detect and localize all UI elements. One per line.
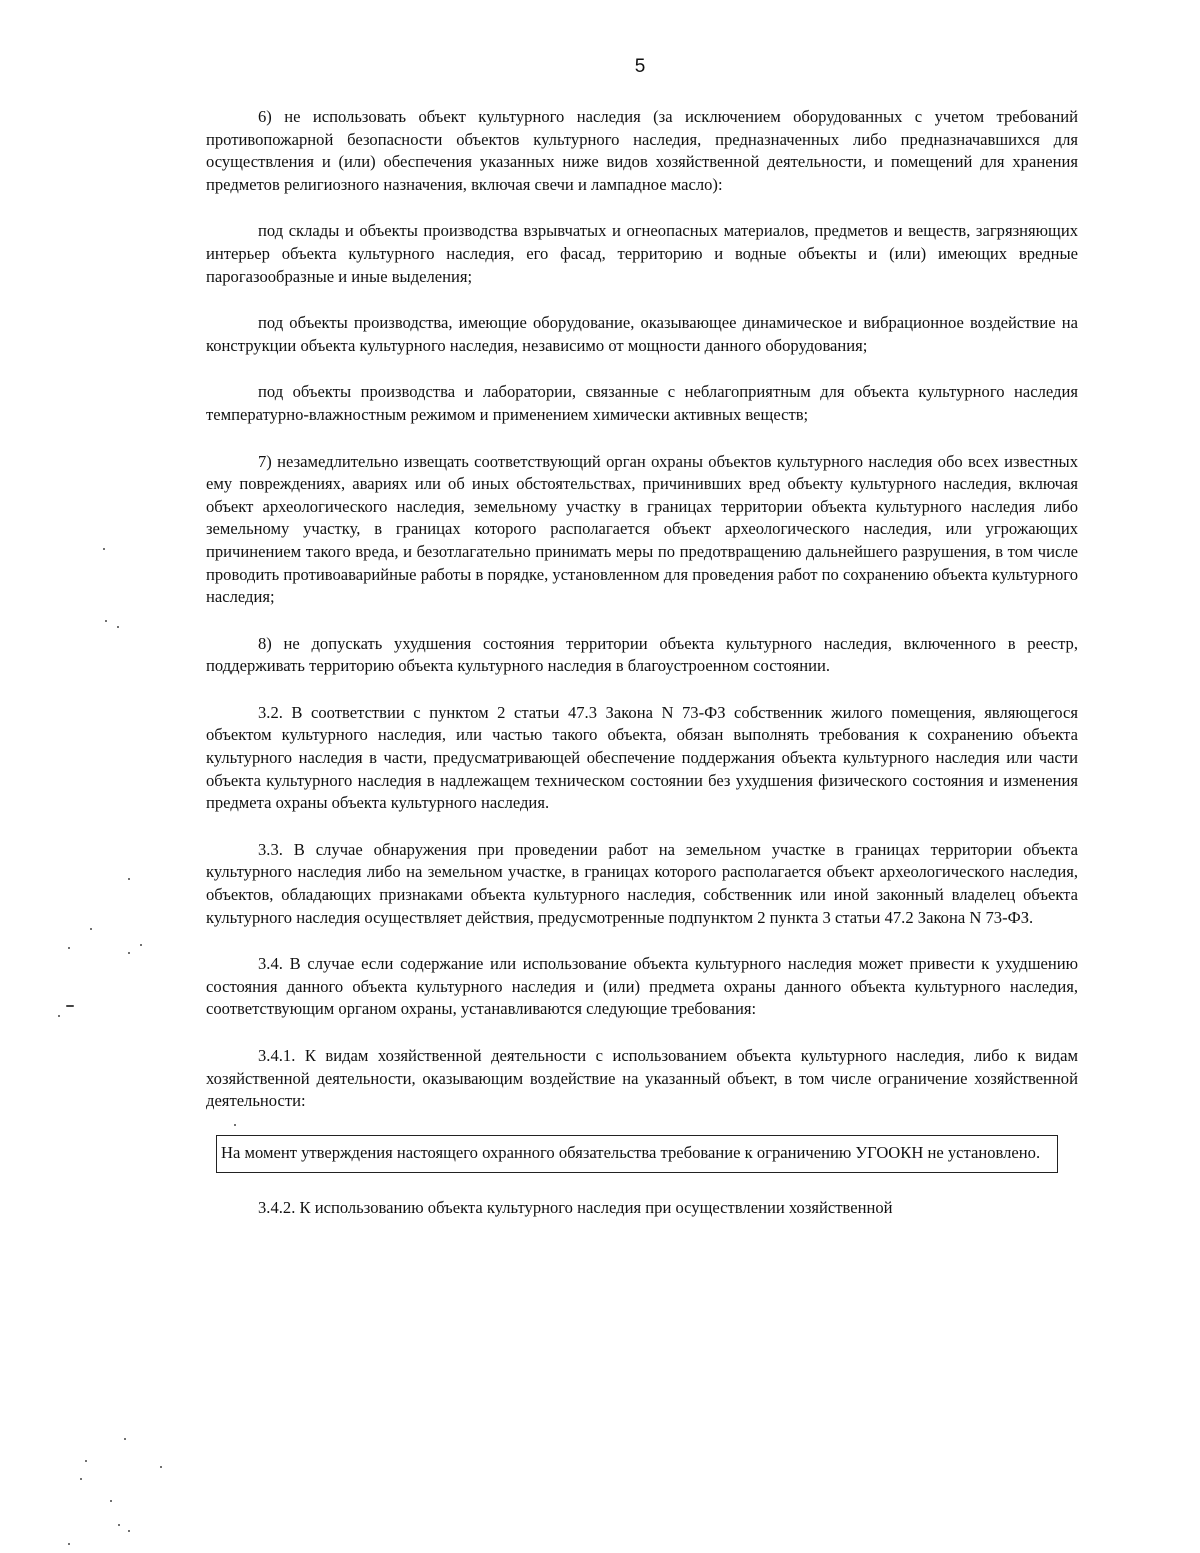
scan-speck <box>85 1460 87 1462</box>
paragraph-6: 6) не использовать объект культурного наследия (за исключением оборудованных с учетом требований противопожарной безопасности объектов культурного наследия, предназначенных либо предназначавшихся для осуществления и (или) обеспечения указанных ниже видов хозяйственной деятельности, и помещений для хранения предметов религиозного назначения, включая свечи и лампадное масло): <box>206 107 1078 194</box>
scan-speck <box>234 1124 236 1126</box>
scan-speck <box>160 1466 162 1468</box>
paragraph-3-4-1: 3.4.1. К видам хозяйственной деятельности с использованием объекта культурного наследия, либо к видам хозяйственной деятельности, оказывающим воздействие на указанный объект, в том числе ограничение хозяйственной деятельности: <box>206 1046 1078 1111</box>
page-number: 5 <box>634 56 646 77</box>
paragraph-laboratories: под объекты производства и лаборатории, связанные с неблагоприятным для объекта культурного наследия температурно-влажностным режимом и применением химически активных веществ; <box>206 382 1078 424</box>
notice-box: На момент утверждения настоящего охранного обязательства требование к ограничению УГООКН не установлено. <box>216 1135 1058 1174</box>
scan-speck <box>103 548 105 550</box>
paragraph-warehouses: под склады и объекты производства взрывчатых и огнеопасных материалов, предметов и веществ, загрязняющих интерьер объекта культурного наследия, его фасад, территорию и водные объекты и (или) имеющих вредные парогазообразные и иные выделения; <box>206 221 1078 286</box>
scan-speck <box>128 952 130 954</box>
scan-speck <box>124 1438 126 1440</box>
paragraph-vibration: под объекты производства, имеющие оборудование, оказывающее динамическое и вибрационное воздействие на конструкции объекта культурного наследия, независимо от мощности данного оборудования; <box>206 313 1078 355</box>
paragraph-3-2: 3.2. В соответствии с пунктом 2 статьи 47.3 Закона N 73-ФЗ собственник жилого помещения, являющегося объектом культурного наследия, или частью такого объекта, обязан выполнять требования к сохранению объекта культурного наследия в части, предусматривающей обеспечение поддержания объекта культурного наследия или части объекта культурного наследия в надлежащем техническом состоянии без ухудшения физического состояния и изменения предмета охраны объекта культурного наследия. <box>206 702 1078 813</box>
scan-speck <box>140 944 142 946</box>
scan-speck <box>128 1530 130 1532</box>
scan-speck <box>105 620 107 622</box>
scan-speck <box>80 1478 82 1480</box>
paragraph-8: 8) не допускать ухудшения состояния территории объекта культурного наследия, включенного в реестр, поддерживать территорию объекта культурного наследия в благоустроенном состоянии. <box>206 633 1078 676</box>
document-body <box>206 106 1078 1220</box>
scan-speck <box>90 928 92 930</box>
scan-speck <box>117 626 119 628</box>
scan-speck <box>68 947 70 949</box>
scan-speck <box>68 1543 70 1545</box>
paragraph-3-4: 3.4. В случае если содержание или использование объекта культурного наследия может привести к ухудшению состояния данного объекта культурного наследия и (или) предмета охраны данного объекта культурного наследия, соответствующим органом охраны, устанавливаются следующие требования: <box>206 954 1078 1019</box>
scan-speck <box>66 1005 74 1007</box>
paragraph-3-3: 3.3. В случае обнаружения при проведении работ на земельном участке в границах территории объекта культурного наследия либо на земельном участке, в границах которого располагается объект археологического наследия, объектов, обладающих признаками объекта культурного наследия, собственник или иной законный владелец объекта культурного наследия осуществляет действия, предусмотренные подпунктом 2 пункта 3 статьи 47.2 Закона N 73-ФЗ. <box>206 839 1078 927</box>
scan-speck <box>58 1015 60 1017</box>
scan-speck <box>118 1524 120 1526</box>
paragraph-3-4-2: 3.4.2. К использованию объекта культурного наследия при осуществлении хозяйственной <box>258 1198 893 1218</box>
scan-speck <box>128 878 130 880</box>
paragraph-7: 7) незамедлительно извещать соответствующий орган охраны объектов культурного наследия обо всех известных ему повреждениях, авариях или об иных обстоятельствах, причинивших вред объекту культурного наследия, включая объект археологического наследия, земельному участку в границах территории объекта культурного наследия либо земельному участку, в границах которого располагается объект археологического наследия, или угрожающих причинением такого вреда, и безотлагательно принимать меры по предотвращению дальнейшего разрушения, в том числе проводить противоаварийные работы в порядке, установленном для проведения работ по сохранению объекта культурного наследия; <box>206 451 1078 607</box>
scan-speck <box>110 1500 112 1502</box>
